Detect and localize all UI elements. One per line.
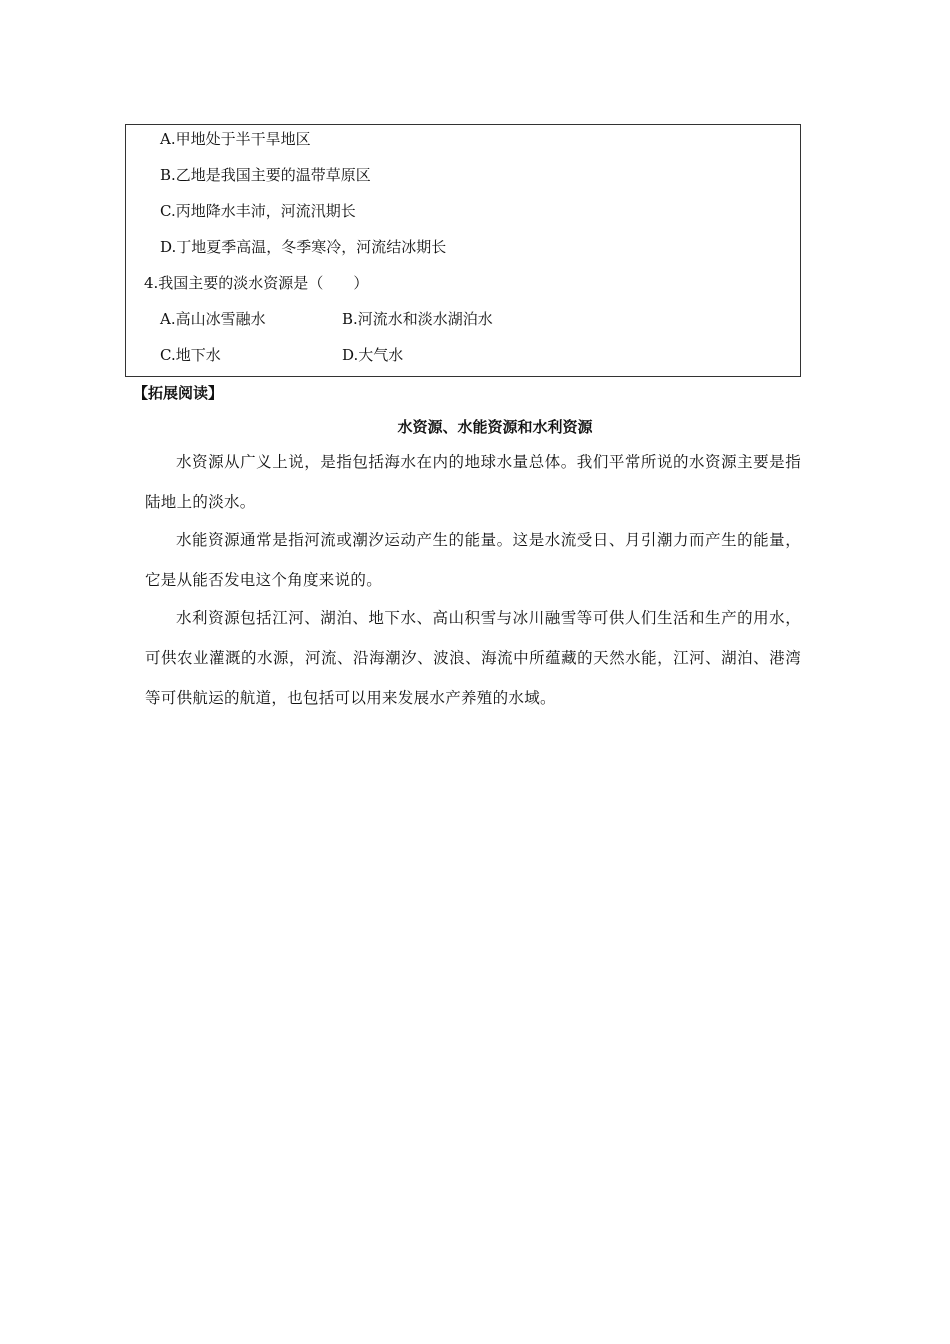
q4-stem: 4.我国主要的淡水资源是（ ） — [144, 274, 369, 292]
question-box — [125, 124, 801, 377]
q3-option-b: B.乙地是我国主要的温带草原区 — [160, 166, 371, 184]
paragraph-water-resources: 水资源从广义上说，是指包括海水在内的地球水量总体。我们平常所说的水资源主要是指陆地上的淡水。 — [145, 453, 801, 511]
q3-option-c: C.丙地降水丰沛，河流汛期长 — [160, 202, 356, 220]
paragraph-hydropower-resources: 水能资源通常是指河流或潮汐运动产生的能量。这是水流受日、月引潮力而产生的能量，它是从能否发电这个角度来说的。 — [145, 531, 801, 589]
extended-reading-heading: 【拓展阅读】 — [133, 384, 224, 402]
article-title: 水资源、水能资源和水利资源 — [397, 418, 593, 436]
q3-option-d: D.丁地夏季高温，冬季寒冷，河流结冰期长 — [160, 238, 447, 256]
q4-option-b: B.河流水和淡水湖泊水 — [342, 310, 493, 328]
q4-option-c: C.地下水 — [160, 346, 221, 364]
q4-option-a: A.高山冰雪融水 — [160, 310, 266, 328]
paragraph-water-conservancy-resources: 水利资源包括江河、湖泊、地下水、高山积雪与冰川融雪等可供人们生活和生产的用水，可供农业灌溉的水源，河流、沿海潮汐、波浪、海流中所蕴藏的天然水能，江河、湖泊、港湾等可供航运的航道，也包括可以用来发展水产养殖的水域。 — [145, 609, 801, 707]
q3-option-a: A.甲地处于半干旱地区 — [160, 130, 311, 148]
q4-option-d: D.大气水 — [342, 346, 404, 364]
